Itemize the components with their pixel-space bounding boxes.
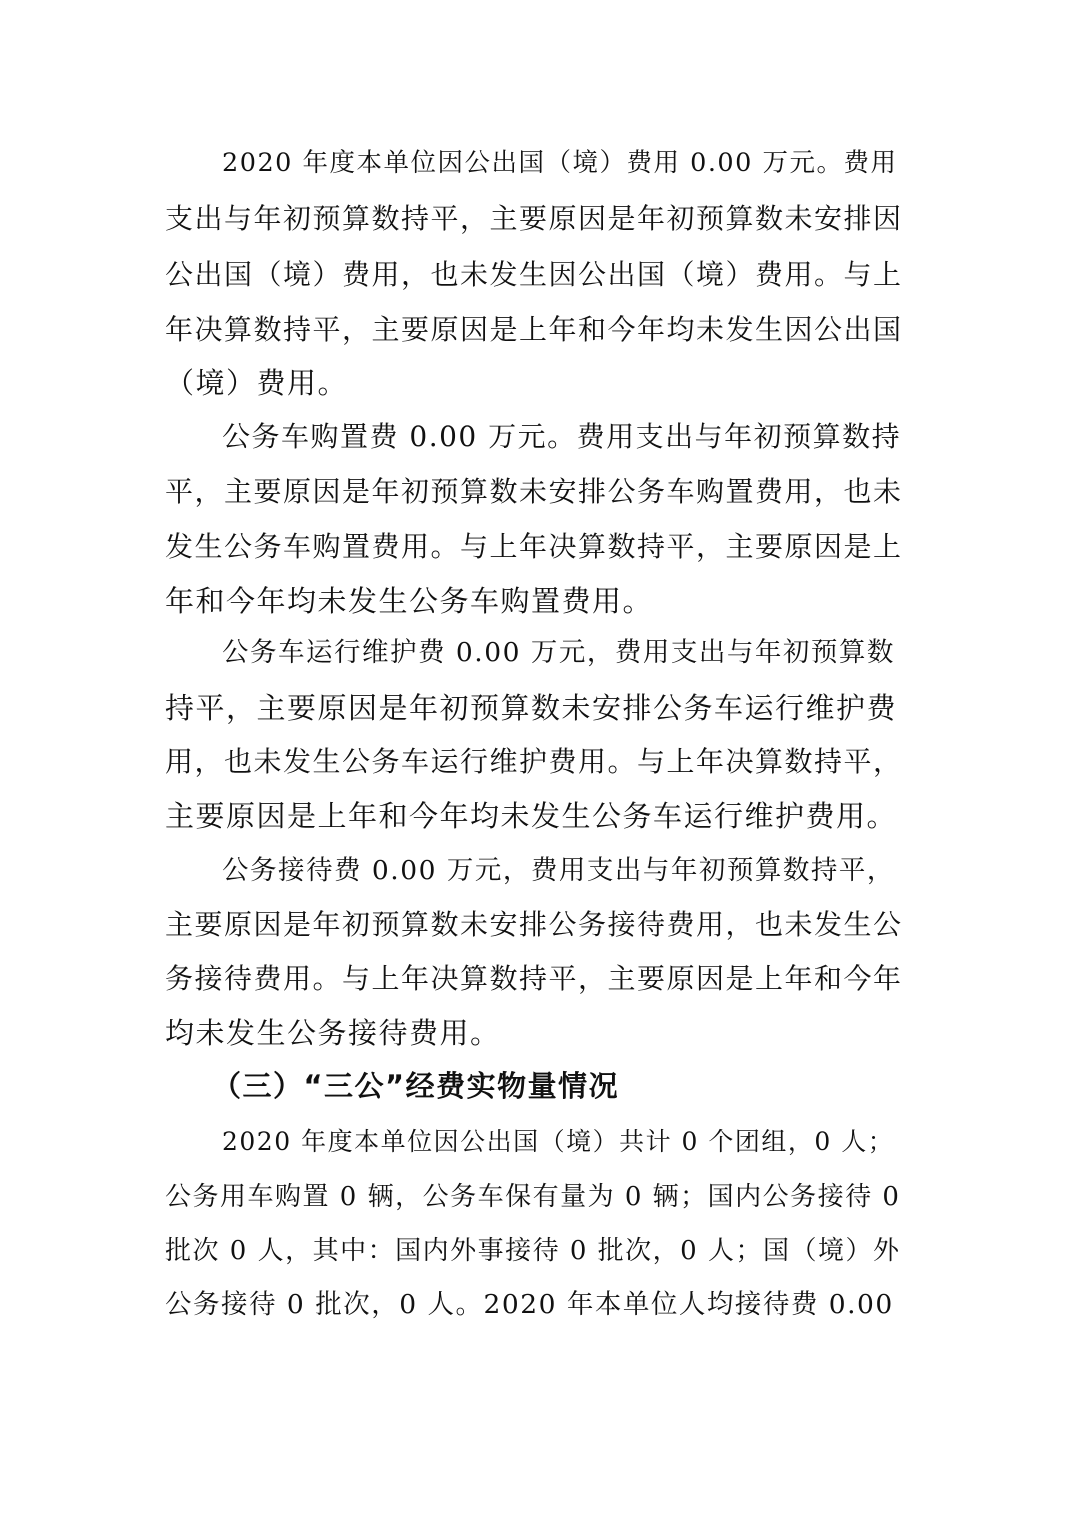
paragraph-1-line-5: （境）费用。: [165, 366, 349, 400]
paragraph-2-line-1: 公务车购置费 0.00 万元。费用支出与年初预算数持: [222, 420, 902, 453]
paragraph-1-line-1: 2020 年度本单位因公出国（境）费用 0.00 万元。费用: [222, 148, 898, 178]
paragraph-2-line-3: 发生公务车购置费用。与上年决算数持平，主要原因是上: [165, 530, 903, 563]
paragraph-3-line-3: 用，也未发生公务车运行维护费用。与上年决算数持平，: [165, 745, 903, 778]
paragraph-4-line-3: 务接待费用。与上年决算数持平，主要原因是上年和今年: [165, 962, 903, 995]
paragraph-1-line-3: 公出国（境）费用，也未发生因公出国（境）费用。与上: [165, 258, 903, 291]
paragraph-1-line-2: 支出与年初预算数持平，主要原因是年初预算数未安排因: [165, 202, 903, 235]
paragraph-5-line-1: 2020 年度本单位因公出国（境）共计 0 个团组，0 人；: [222, 1127, 895, 1156]
paragraph-2-line-2: 平，主要原因是年初预算数未安排公务车购置费用，也未: [165, 475, 903, 508]
paragraph-1-line-4: 年决算数持平，主要原因是上年和今年均未发生因公出国: [165, 313, 903, 346]
paragraph-3-line-2: 持平，主要原因是年初预算数未安排公务车运行维护费: [165, 691, 898, 725]
paragraph-2-line-4: 年和今年均未发生公务车购置费用。: [165, 584, 654, 618]
paragraph-3-line-4: 主要原因是上年和今年均未发生公务车运行维护费用。: [165, 799, 898, 833]
paragraph-5-line-4: 公务接待 0 批次，0 人。2020 年本单位人均接待费 0.00: [165, 1289, 894, 1320]
paragraph-4-line-2: 主要原因是年初预算数未安排公务接待费用，也未发生公: [165, 908, 903, 941]
paragraph-3-line-1: 公务车运行维护费 0.00 万元，费用支出与年初预算数: [222, 637, 895, 668]
paragraph-4-line-4: 均未发生公务接待费用。: [165, 1016, 501, 1050]
paragraph-5-line-3: 批次 0 人，其中：国内外事接待 0 批次，0 人；国（境）外: [165, 1236, 901, 1266]
section-heading: （三）“三公”经费实物量情况: [212, 1069, 620, 1103]
paragraph-4-line-1: 公务接待费 0.00 万元，费用支出与年初预算数持平，: [222, 855, 895, 886]
paragraph-5-line-2: 公务用车购置 0 辆，公务车保有量为 0 辆；国内公务接待 0: [165, 1182, 901, 1212]
